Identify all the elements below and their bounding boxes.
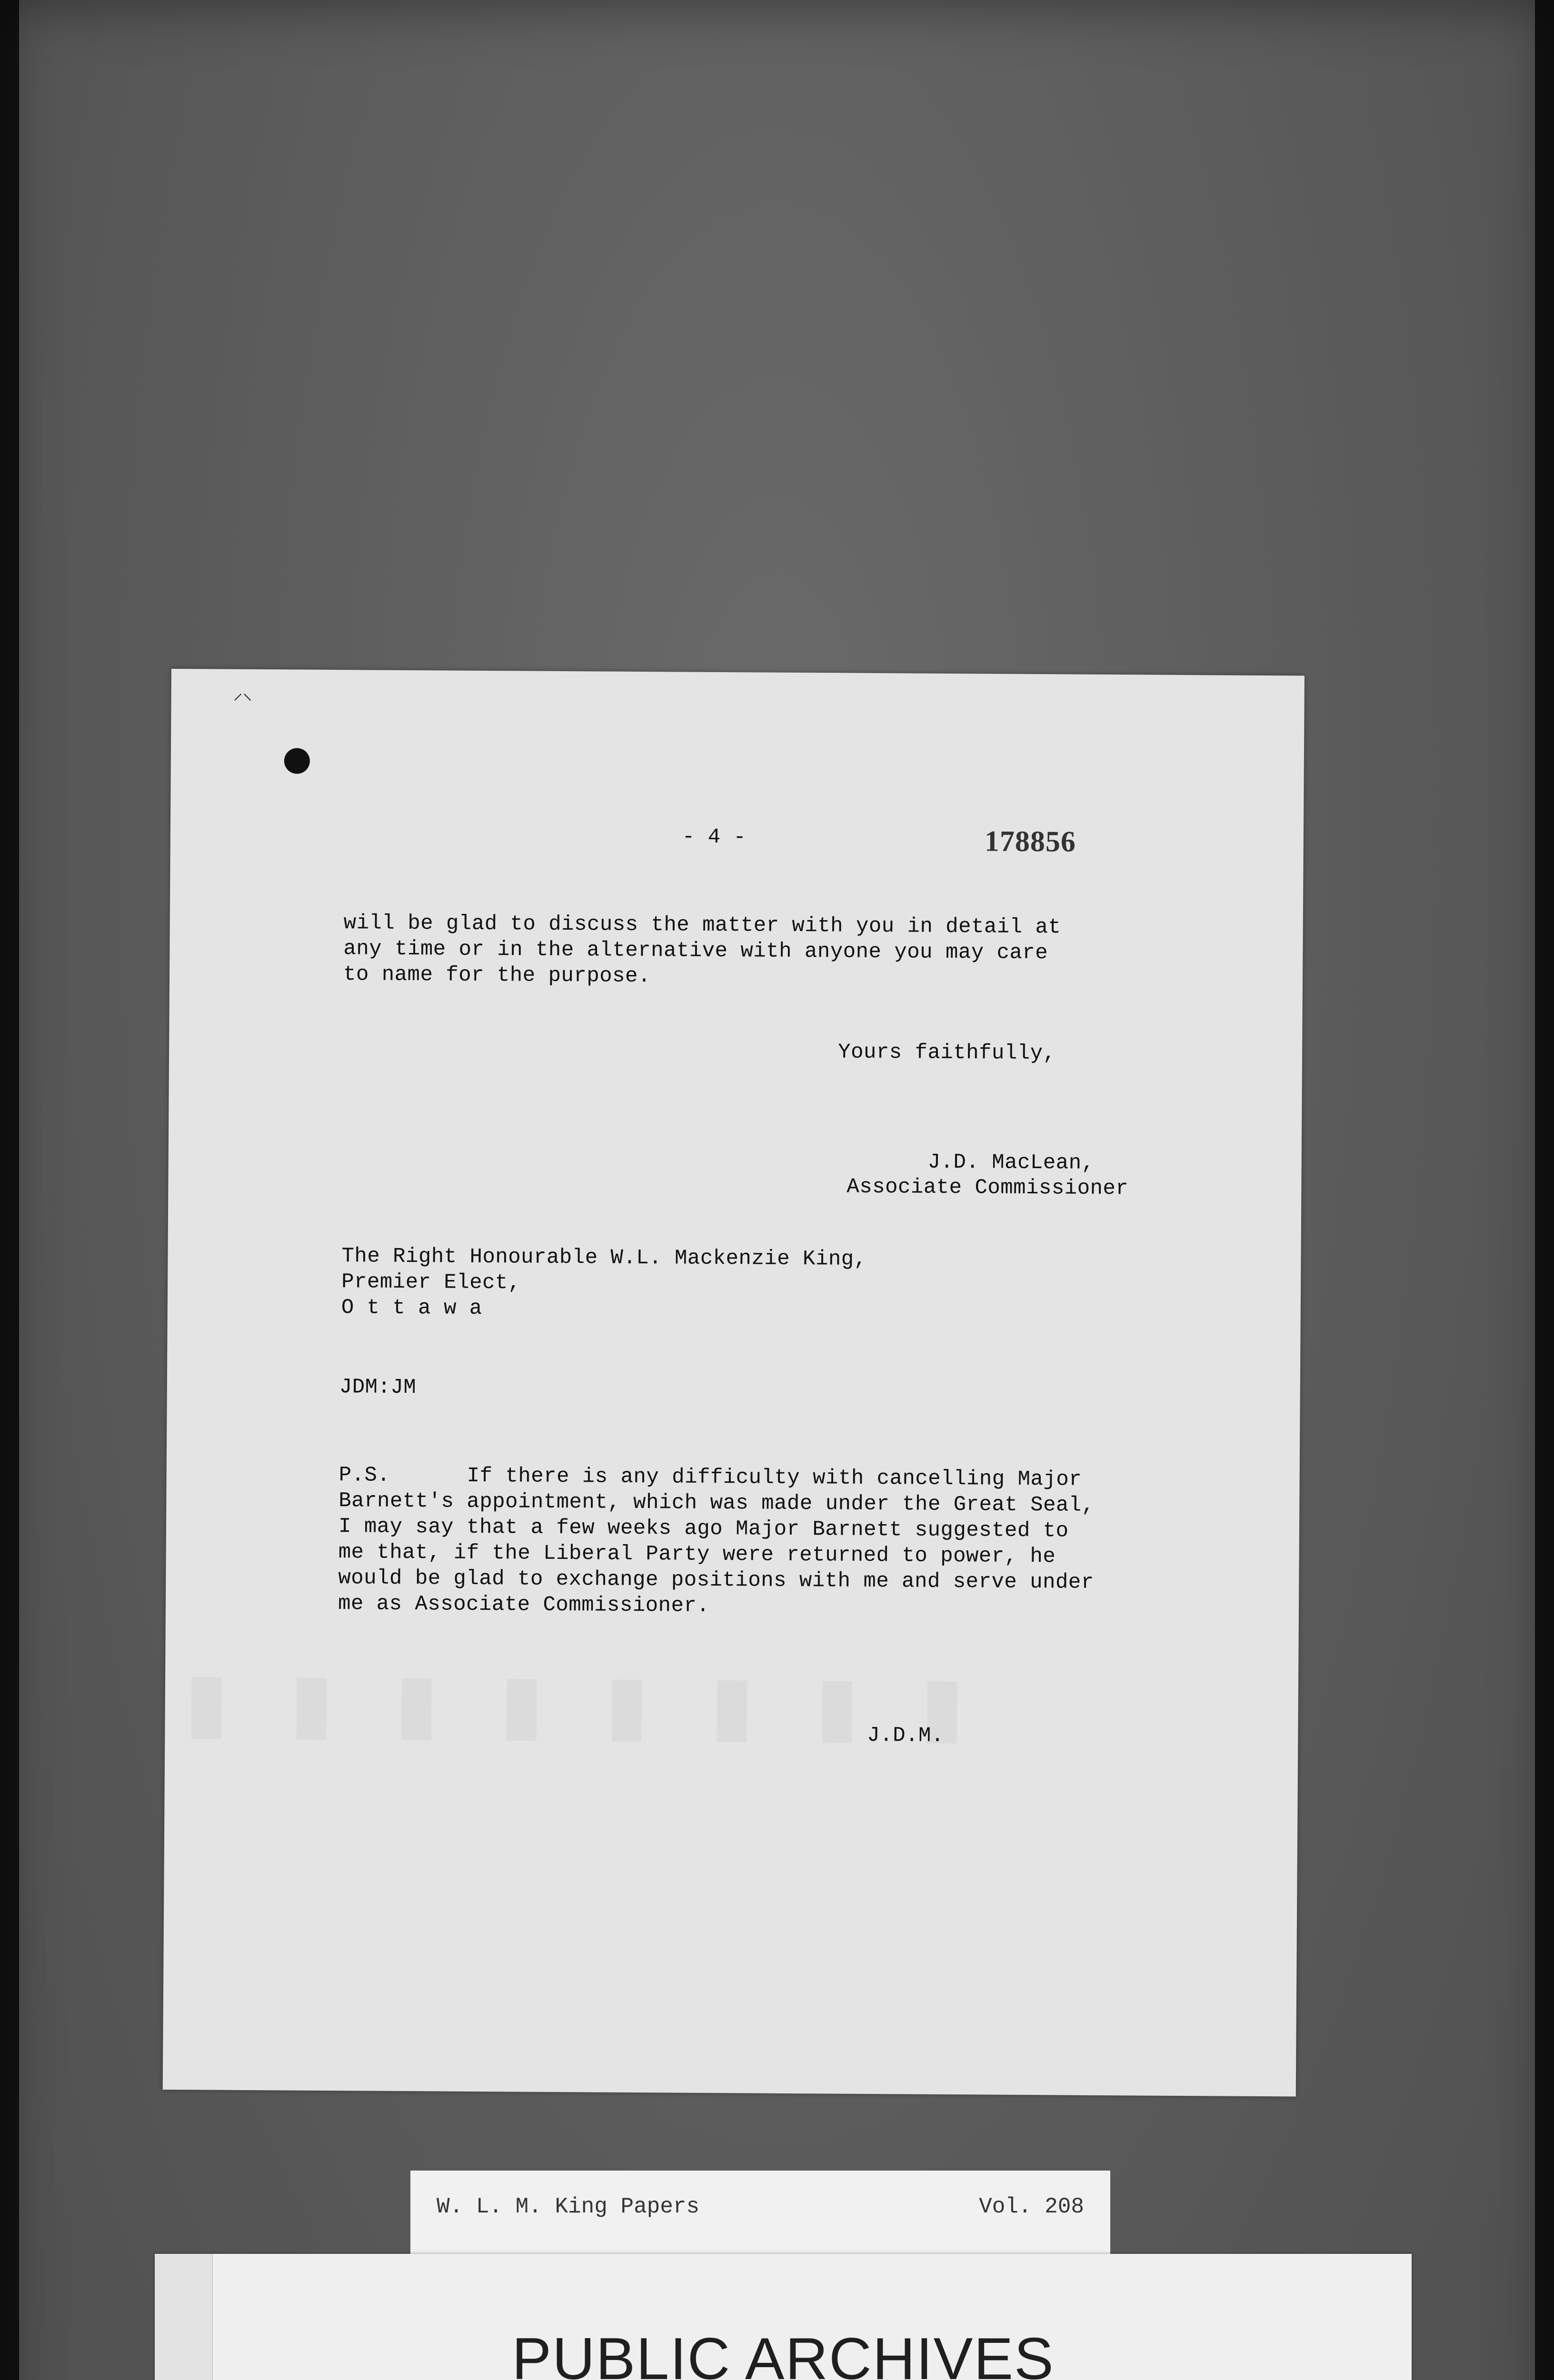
closing: Yours faithfully,	[837, 1040, 1056, 1066]
collection-label	[410, 2171, 1110, 2254]
body-line: will be glad to discuss the matter with you in detail at	[343, 911, 1061, 940]
address-line: The Right Honourable W.L. Mackenzie King,	[341, 1244, 867, 1271]
scan-border-left	[0, 0, 19, 2380]
body-line: to name for the purpose.	[343, 962, 651, 989]
body-line: any time or in the alternative with anyone you may care	[343, 937, 1048, 965]
stamp-number: 178856	[984, 825, 1076, 858]
address-line: Premier Elect,	[341, 1270, 521, 1295]
signature-title: Associate Commissioner	[847, 1175, 1129, 1201]
scan-border-right	[1535, 0, 1554, 2380]
collection-name: W. L. M. King Papers	[437, 2194, 700, 2219]
letter-body	[343, 910, 1061, 992]
tear-mark: ⸝⸜	[233, 684, 252, 706]
punch-hole	[284, 748, 310, 774]
letter-page	[163, 669, 1305, 2096]
page-number: - 4 -	[682, 825, 747, 850]
volume-number: Vol. 208	[979, 2194, 1084, 2219]
postscript-line: P.S. If there is any difficulty with cancelling Major	[339, 1463, 1082, 1492]
postscript-line: me as Associate Commissioner.	[338, 1592, 710, 1618]
postscript-line: would be glad to exchange positions with me and serve under	[338, 1566, 1094, 1595]
recipient-address	[341, 1243, 867, 1324]
postscript-line: me that, if the Liberal Party were returned to power, he	[338, 1540, 1056, 1569]
reference-initials: JDM:JM	[339, 1375, 417, 1400]
archives-title-english: PUBLIC ARCHIVES	[512, 2326, 1055, 2380]
address-line: O t t a w a	[341, 1296, 482, 1321]
archives-card	[155, 2254, 1412, 2380]
postscript-initials: J.D.M.	[867, 1723, 944, 1748]
postscript	[338, 1462, 1095, 1621]
postscript-line: I may say that a few weeks ago Major Barnett suggested to	[338, 1515, 1069, 1543]
postscript-line: Barnett's appointment, which was made under the Great Seal,	[339, 1489, 1095, 1517]
signature-name: J.D. MacLean,	[927, 1150, 1095, 1175]
reverse-show-through	[184, 1654, 984, 1753]
